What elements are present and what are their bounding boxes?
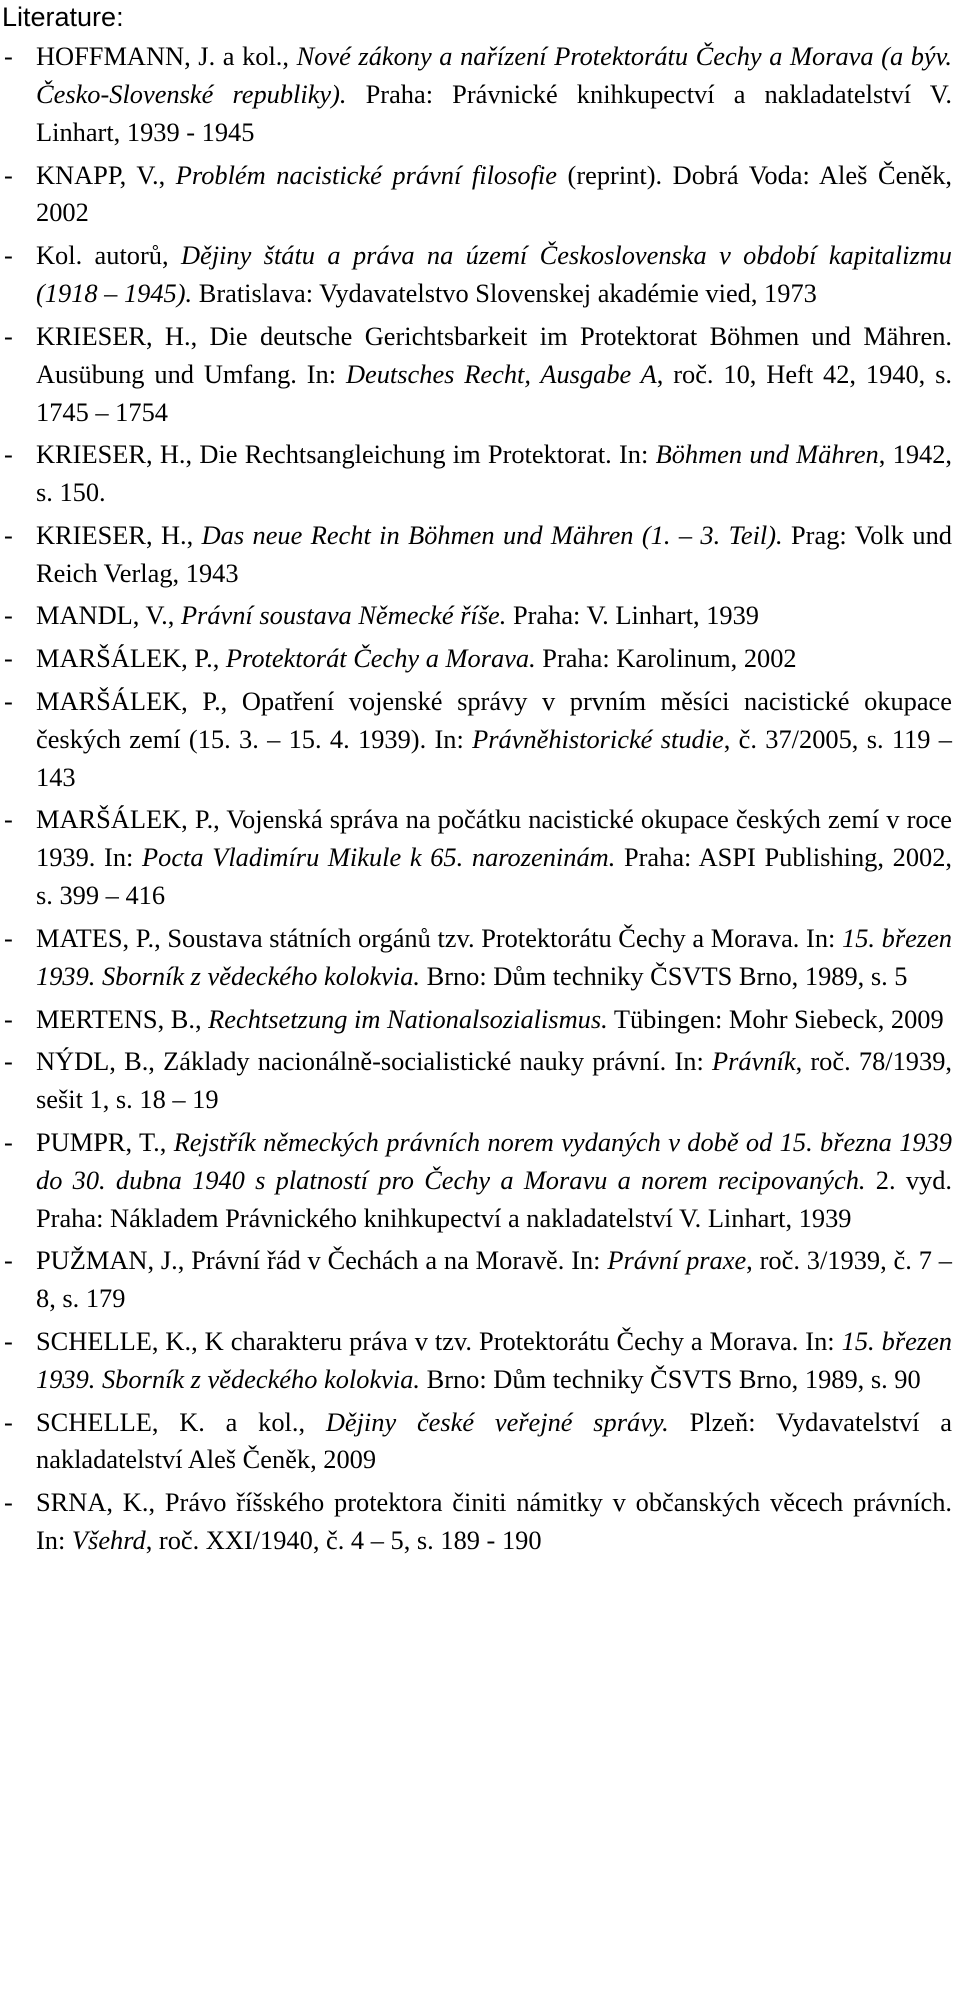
reference-text: Plzeň: Vydavatelství a nakladatelství Aleš Čeněk, 2009 — [36, 1406, 952, 1475]
reference-text: , č. 37/2005, s. 119 – 143 — [36, 723, 953, 792]
list-dash: - — [4, 1003, 13, 1034]
list-dash: - — [4, 240, 13, 271]
list-dash: - — [4, 439, 13, 470]
reference-item — [2, 640, 952, 678]
reference-text: , 1942, s. 150. — [36, 439, 953, 508]
reference-title-italic: 15. březen 1939. Sborník z vědeckého kolokvia. — [36, 1325, 952, 1394]
reference-text: MERTENS, B., — [36, 1003, 209, 1034]
reference-text: NÝDL, B., Základy nacionálně-socialistické nauky právní. In: — [36, 1046, 713, 1077]
reference-text: MARŠÁLEK, P., — [36, 643, 226, 674]
list-dash: - — [4, 1487, 13, 1518]
reference-item — [2, 517, 952, 593]
reference-item — [2, 1043, 952, 1119]
list-dash: - — [4, 41, 13, 71]
reference-text: SCHELLE, K. a kol., — [36, 1406, 326, 1437]
reference-text: KNAPP, V., — [36, 159, 176, 190]
reference-title-italic: Das neue Recht in Böhmen und Mähren (1. – 3. Teil). — [201, 519, 783, 550]
reference-text: MATES, P., Soustava státních orgánů tzv. Protektorátu Čechy a Morava. In: — [36, 922, 842, 953]
reference-text: 2. vyd. Praha: Nákladem Právnického knihkupectví a nakladatelství V. Linhart, 1939 — [36, 1164, 952, 1233]
list-dash: - — [4, 1126, 13, 1157]
reference-list — [2, 38, 952, 1560]
reference-item — [2, 38, 952, 152]
list-dash: - — [4, 600, 13, 631]
reference-text: PUMPR, T., — [36, 1126, 174, 1157]
reference-title-italic: Rechtsetzung im Nationalsozialismus. — [208, 1003, 608, 1034]
reference-title-italic: Problém nacistické právní filosofie — [175, 159, 557, 190]
reference-text: Kol. autorů, — [36, 240, 181, 271]
reference-text: (reprint). Dobrá Voda: Aleš Čeněk, 2002 — [36, 159, 952, 228]
reference-title-italic: Dějiny české veřejné správy. — [325, 1406, 669, 1437]
reference-text: Praha: Karolinum, 2002 — [535, 643, 797, 674]
reference-text: Praha: Právnické knihkupectví a nakladatelství V. Linhart, 1939 - 1945 — [36, 78, 952, 147]
reference-item — [2, 1404, 952, 1480]
reference-text: SRNA, K., Právo říšského protektora činiti námitky v občanských věcech právních. In: — [36, 1487, 952, 1556]
reference-text: HOFFMANN, J. a kol., — [36, 41, 297, 71]
list-dash: - — [4, 1325, 13, 1356]
reference-text: MARŠÁLEK, P., Opatření vojenské správy v prvním měsíci nacistické okupace českých zemí (15. 3. – 15. 4. 1939). In: — [36, 685, 952, 754]
reference-text: KRIESER, H., Die Rechtsangleichung im Protektorat. In: — [36, 439, 656, 470]
reference-title-italic: Právněhistorické studie — [472, 723, 724, 754]
list-dash: - — [4, 1245, 13, 1276]
reference-text: Praha: ASPI Publishing, 2002, s. 399 – 416 — [36, 842, 953, 911]
reference-item — [2, 318, 952, 432]
reference-title-italic: Právník — [712, 1046, 796, 1077]
reference-title-italic: Právní soustava Německé říše. — [180, 600, 507, 631]
reference-item — [2, 683, 952, 797]
reference-text: Praha: V. Linhart, 1939 — [506, 600, 759, 631]
reference-text: MANDL, V., — [36, 600, 181, 631]
reference-item — [2, 237, 952, 313]
reference-text: , roč. 78/1939, sešit 1, s. 18 – 19 — [36, 1046, 952, 1115]
reference-text: MARŠÁLEK, P., Vojenská správa na počátku nacistické okupace českých zemí v roce 1939. In: — [36, 804, 952, 873]
reference-title-italic: Pocta Vladimíru Mikule k 65. narozeninám. — [142, 842, 616, 873]
reference-title-italic: 15. březen 1939. Sborník z vědeckého kolokvia. — [36, 922, 952, 991]
reference-text: Tübingen: Mohr Siebeck, 2009 — [607, 1003, 944, 1034]
reference-text: Prag: Volk und Reich Verlag, 1943 — [36, 519, 952, 588]
list-dash: - — [4, 1406, 13, 1437]
reference-text: SCHELLE, K., K charakteru práva v tzv. Protektorátu Čechy a Morava. In: — [36, 1325, 842, 1356]
list-dash: - — [4, 519, 13, 550]
reference-text: , roč. 10, Heft 42, 1940, s. 1745 – 1754 — [36, 358, 952, 427]
reference-text: Brno: Dům techniky ČSVTS Brno, 1989, s. 5 — [420, 960, 908, 991]
reference-item — [2, 801, 952, 915]
reference-text: , roč. 3/1939, č. 7 – 8, s. 179 — [36, 1245, 952, 1314]
reference-item — [2, 920, 952, 996]
reference-text: Bratislava: Vydavatelstvo Slovenskej akadémie vied, 1973 — [192, 278, 817, 309]
list-dash: - — [4, 685, 13, 716]
list-dash: - — [4, 804, 13, 835]
list-dash: - — [4, 922, 13, 953]
reference-item — [2, 1242, 952, 1318]
list-dash: - — [4, 159, 13, 190]
reference-item — [2, 1323, 952, 1399]
reference-title-italic: Deutsches Recht, Ausgabe A — [345, 358, 657, 389]
reference-item — [2, 1124, 952, 1238]
reference-item — [2, 157, 952, 233]
list-dash: - — [4, 320, 13, 351]
reference-item — [2, 597, 952, 635]
reference-title-italic: Všehrd — [71, 1525, 146, 1556]
reference-item — [2, 1001, 952, 1039]
reference-title-italic: Protektorát Čechy a Morava. — [225, 643, 536, 674]
literature-heading: Literature: — [2, 2, 124, 32]
reference-title-italic: Dějiny štátu a práva na území Československa v období kapitalizmu (1918 – 1945). — [36, 240, 952, 309]
reference-text: PUŽMAN, J., Právní řád v Čechách a na Moravě. In: — [36, 1245, 608, 1276]
list-dash: - — [4, 643, 13, 674]
list-dash: - — [4, 1046, 13, 1077]
reference-item — [2, 1484, 952, 1560]
reference-item — [2, 436, 952, 512]
reference-title-italic: Nové zákony a nařízení Protektorátu Čechy a Morava (a býv. Česko-Slovenské republiky). — [36, 41, 953, 109]
reference-title-italic: Právní praxe — [607, 1245, 747, 1276]
reference-title-italic: Böhmen und Mähren — [655, 439, 879, 470]
reference-text: KRIESER, H., — [36, 519, 202, 550]
reference-text: KRIESER, H., Die deutsche Gerichtsbarkeit im Protektorat Böhmen und Mähren. Ausübung und Umfang. In: — [36, 320, 952, 389]
reference-text: , roč. XXI/1940, č. 4 – 5, s. 189 - 190 — [145, 1525, 542, 1556]
reference-title-italic: Rejstřík německých právních norem vydaných v době od 15. března 1939 do 30. dubna 1940 s platností pro Čechy a Moravu a norem recipovaných. — [36, 1126, 953, 1195]
reference-text: Brno: Dům techniky ČSVTS Brno, 1989, s. 90 — [420, 1363, 921, 1394]
